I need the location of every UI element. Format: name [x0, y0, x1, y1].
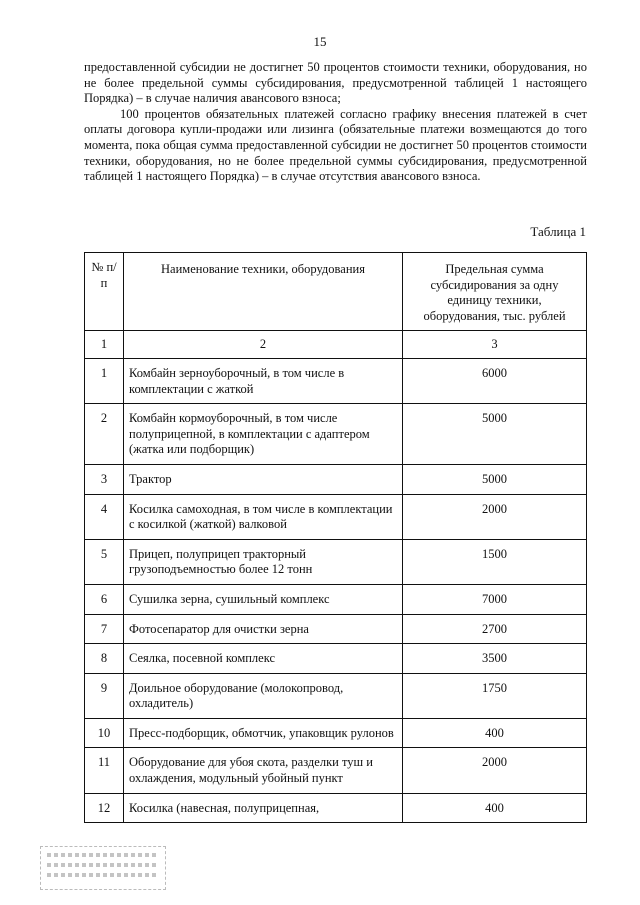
column-number-row	[85, 331, 587, 359]
table-row	[85, 404, 587, 465]
row-number: 3	[85, 464, 124, 494]
table-row	[85, 494, 587, 539]
table-caption: Таблица 1	[530, 224, 586, 239]
row-limit: 2700	[403, 614, 587, 644]
row-number: 7	[85, 614, 124, 644]
row-number: 5	[85, 539, 124, 584]
row-name: Комбайн кормоуборочный, в том числе полуприцепной, в комплектации с адаптером (жатка или подборщик)	[124, 404, 403, 465]
row-limit: 5000	[403, 404, 587, 465]
row-limit: 2000	[403, 494, 587, 539]
header-number: № п/п	[85, 253, 124, 331]
table-row	[85, 358, 587, 403]
row-number: 2	[85, 404, 124, 465]
row-name: Сушилка зерна, сушильный комплекс	[124, 584, 403, 614]
body-text	[84, 60, 587, 185]
table-row	[85, 614, 587, 644]
row-name: Фотосепаратор для очистки зерна	[124, 614, 403, 644]
table-row	[85, 793, 587, 823]
registration-stamp	[40, 846, 166, 890]
row-name: Трактор	[124, 464, 403, 494]
table-row	[85, 718, 587, 748]
row-name: Косилка самоходная, в том числе в комплектации с косилкой (жаткой) валковой	[124, 494, 403, 539]
table-header-row	[85, 253, 587, 331]
header-limit: Предельная сумма субсидирования за одну единицу техники, оборудования, тыс. рублей	[403, 253, 587, 331]
row-name: Комбайн зерноуборочный, в том числе в комплектации с жаткой	[124, 358, 403, 403]
page-number: 15	[313, 34, 327, 49]
row-limit: 7000	[403, 584, 587, 614]
row-name: Доильное оборудование (молокопровод, охладитель)	[124, 673, 403, 718]
table-row	[85, 644, 587, 674]
subsidy-table	[84, 252, 587, 823]
row-number: 4	[85, 494, 124, 539]
row-limit: 6000	[403, 358, 587, 403]
column-number-1: 1	[85, 331, 124, 359]
row-name: Оборудование для убоя скота, разделки туш и охлаждения, модульный убойный пункт	[124, 748, 403, 793]
row-limit: 1750	[403, 673, 587, 718]
row-number: 12	[85, 793, 124, 823]
table-row	[85, 584, 587, 614]
row-limit: 1500	[403, 539, 587, 584]
row-limit: 5000	[403, 464, 587, 494]
column-number-2: 2	[124, 331, 403, 359]
row-number: 11	[85, 748, 124, 793]
table-row	[85, 673, 587, 718]
row-number: 6	[85, 584, 124, 614]
row-limit: 2000	[403, 748, 587, 793]
column-number-3: 3	[403, 331, 587, 359]
row-limit: 400	[403, 718, 587, 748]
row-name: Сеялка, посевной комплекс	[124, 644, 403, 674]
paragraph-1: предоставленной субсидии не достигнет 50 процентов стоимости техники, оборудования, но не более предельной суммы субсидирования, предусмотренной таблицей 1 настоящего Порядка) – в случае наличия авансового взноса;	[84, 60, 587, 106]
row-limit: 400	[403, 793, 587, 823]
subsidy-table-body	[85, 253, 587, 823]
paragraph-2: 100 процентов обязательных платежей согласно графику внесения платежей в счет оплаты договора купли-продажи или лизинга (обязательные платежи возмещаются до того момента, пока общая сумма предоставленной субсидии не достигнет 50 процентов стоимости техники, оборудования, но не более предельной суммы субсидирования, предусмотренной таблицей 1 настоящего Порядка) – в случае отсутствия авансового взноса.	[84, 106, 587, 184]
row-number: 8	[85, 644, 124, 674]
row-name: Косилка (навесная, полуприцепная,	[124, 793, 403, 823]
row-number: 10	[85, 718, 124, 748]
row-limit: 3500	[403, 644, 587, 674]
header-name: Наименование техники, оборудования	[124, 253, 403, 331]
row-number: 9	[85, 673, 124, 718]
table-row	[85, 464, 587, 494]
row-name: Прицеп, полуприцеп тракторный грузоподъемностью более 12 тонн	[124, 539, 403, 584]
row-number: 1	[85, 358, 124, 403]
table-row	[85, 539, 587, 584]
table-row	[85, 748, 587, 793]
row-name: Пресс-подборщик, обмотчик, упаковщик рулонов	[124, 718, 403, 748]
